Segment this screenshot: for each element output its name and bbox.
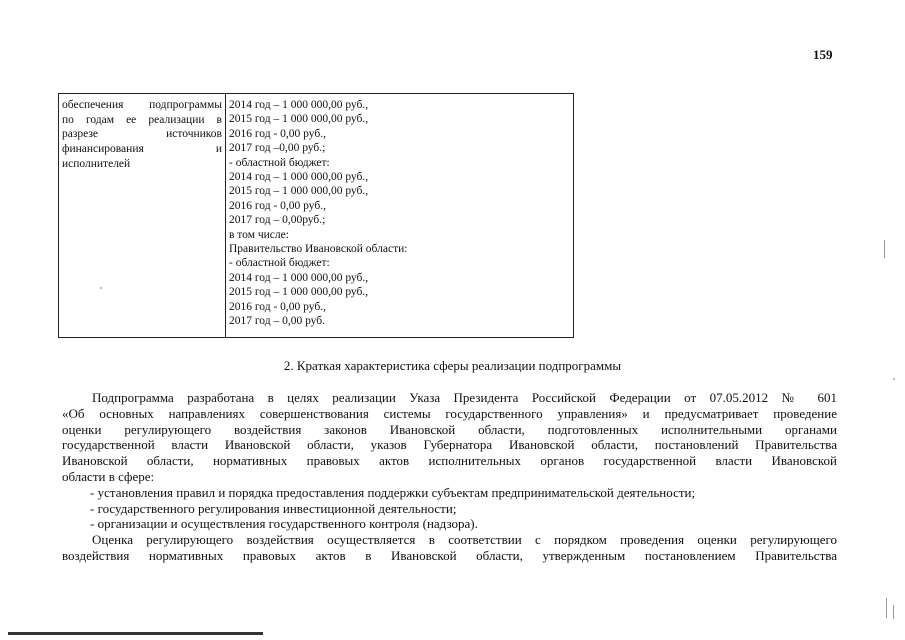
right-cell-line: 2014 год – 1 000 000,00 руб., <box>229 171 369 184</box>
right-cell-line: 2017 год – 0,00руб.; <box>229 214 326 227</box>
bullet-item: - организации и осуществления государственного контроля (надзора). <box>90 516 478 532</box>
left-cell-line: по годам ее реализации в <box>62 113 222 126</box>
left-cell-line: разрезе источников <box>62 128 222 141</box>
left-cell-line: финансирования и <box>62 143 222 156</box>
section-heading: 2. Краткая характеристика сферы реализации подпрограммы <box>283 358 622 373</box>
table-column-divider <box>225 93 226 338</box>
right-cell-line: - областной бюджет: <box>229 156 330 169</box>
paragraph-line: Подпрограмма разработана в целях реализации Указа Президента Российской Федерации от 07.05.2012 № 601 <box>92 390 837 405</box>
paragraph-line: «Об основных направлениях совершенствования системы государственного управления» и предусматривает проведение <box>62 405 837 421</box>
right-cell-line: 2014 год – 1 000 000,00 руб., <box>229 271 369 284</box>
right-cell-line: Правительство Ивановской области: <box>229 243 408 256</box>
scan-artifact-mark <box>886 598 887 618</box>
paragraph-line: Оценка регулирующего воздействия осуществляется в соответствии с порядком проведения оценки регулирующего <box>92 532 837 548</box>
right-cell-line: в том числе: <box>229 228 289 241</box>
paragraph-line: воздействия нормативных правовых актов в Ивановской области, утвержденным постановлением Правительства <box>62 547 837 563</box>
right-cell-line: 2015 год – 1 000 000,00 руб., <box>229 185 369 198</box>
bullet-item: - государственного регулирования инвестиционной деятельности; <box>90 500 457 516</box>
right-cell-line: - областной бюджет: <box>229 257 330 270</box>
scan-artifact-dot <box>100 287 102 289</box>
right-cell-line: 2017 год –0,00 руб.; <box>229 142 326 155</box>
right-cell-line: 2015 год – 1 000 000,00 руб., <box>229 286 369 299</box>
right-cell-line: 2016 год - 0,00 руб., <box>229 199 326 212</box>
body-text <box>62 390 837 564</box>
left-cell-line: обеспечения подпрограммы <box>62 99 222 111</box>
right-cell-line: 2016 год - 0,00 руб., <box>229 300 326 313</box>
table-right-cell <box>229 98 569 329</box>
scan-artifact-mark <box>893 605 894 619</box>
right-cell-line: 2017 год – 0,00 руб. <box>229 315 325 328</box>
scan-artifact-dot <box>893 378 895 380</box>
right-cell-line: 2015 год – 1 000 000,00 руб., <box>229 113 369 126</box>
left-cell-line: исполнителей <box>62 157 131 170</box>
paragraph-line: оценки регулирующего воздействия законов Ивановской области, подготовленных исполнительными органами <box>62 421 837 437</box>
paragraph-line: области в сфере: <box>62 468 155 484</box>
paragraph-line: государственной власти Ивановской области, указов Губернатора Ивановской области, постановлений Правительства <box>62 437 837 453</box>
table-left-cell <box>62 98 222 172</box>
paragraph-line: Ивановской области, нормативных правовых актов исполнительных органов государственной власти Ивановской <box>62 453 837 469</box>
bullet-item: - установления правил и порядка предоставления поддержки субъектам предпринимательской деятельности; <box>90 484 696 500</box>
scan-artifact-mark <box>884 240 885 258</box>
right-cell-line: 2014 год – 1 000 000,00 руб., <box>229 99 369 111</box>
page-number: 159 <box>813 47 833 62</box>
right-cell-line: 2016 год - 0,00 руб., <box>229 127 326 140</box>
scan-artifact-line <box>8 632 263 635</box>
